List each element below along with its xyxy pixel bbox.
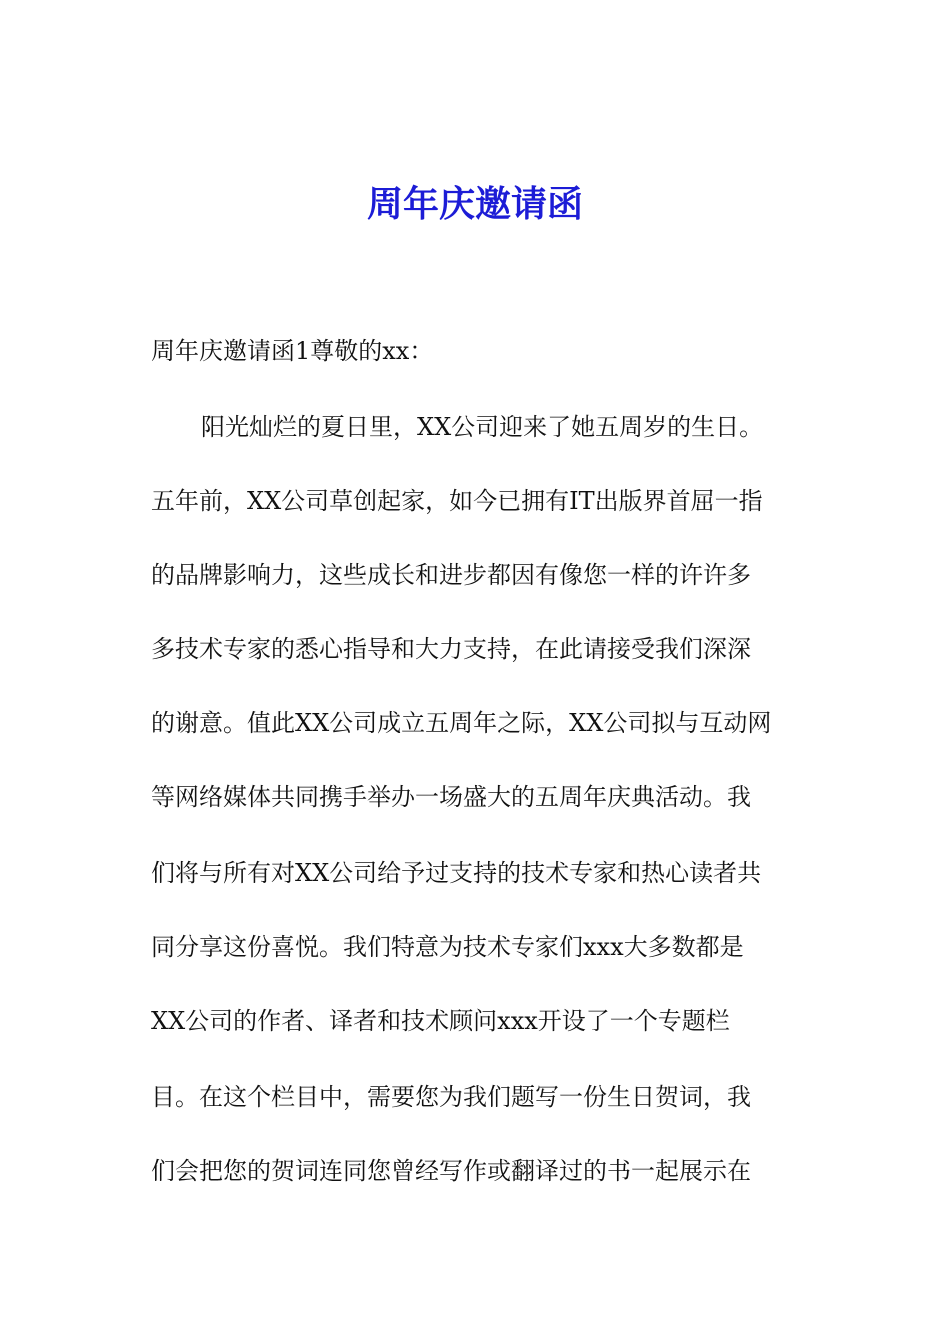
body-line: 五年前，XX公司草创起家，如今已拥有IT出版界首屈一指	[151, 487, 763, 515]
body-line: 多技术专家的悉心指导和大力支持，在此请接受我们深深	[151, 635, 751, 663]
body-line: 目。在这个栏目中，需要您为我们题写一份生日贺词，我	[151, 1083, 751, 1111]
body-line: 同分享这份喜悦。我们特意为技术专家们xxx大多数都是	[151, 933, 744, 961]
body-line: XX公司的作者、译者和技术顾问xxx开设了一个专题栏	[151, 1007, 730, 1035]
body-line: 阳光灿烂的夏日里，XX公司迎来了她五周岁的生日。	[201, 413, 764, 441]
body-line: 的谢意。值此XX公司成立五周年之际，XX公司拟与互动网	[151, 709, 772, 737]
salutation-line: 周年庆邀请函1尊敬的xx：	[151, 337, 434, 365]
body-line: 们会把您的贺词连同您曾经写作或翻译过的书一起展示在	[151, 1157, 751, 1185]
document-title: 周年庆邀请函	[366, 183, 583, 225]
body-line: 等网络媒体共同携手举办一场盛大的五周年庆典活动。我	[151, 783, 751, 811]
body-line: 们将与所有对XX公司给予过支持的技术专家和热心读者共	[151, 859, 762, 887]
body-line: 的品牌影响力，这些成长和进步都因有像您一样的许许多	[151, 561, 751, 589]
